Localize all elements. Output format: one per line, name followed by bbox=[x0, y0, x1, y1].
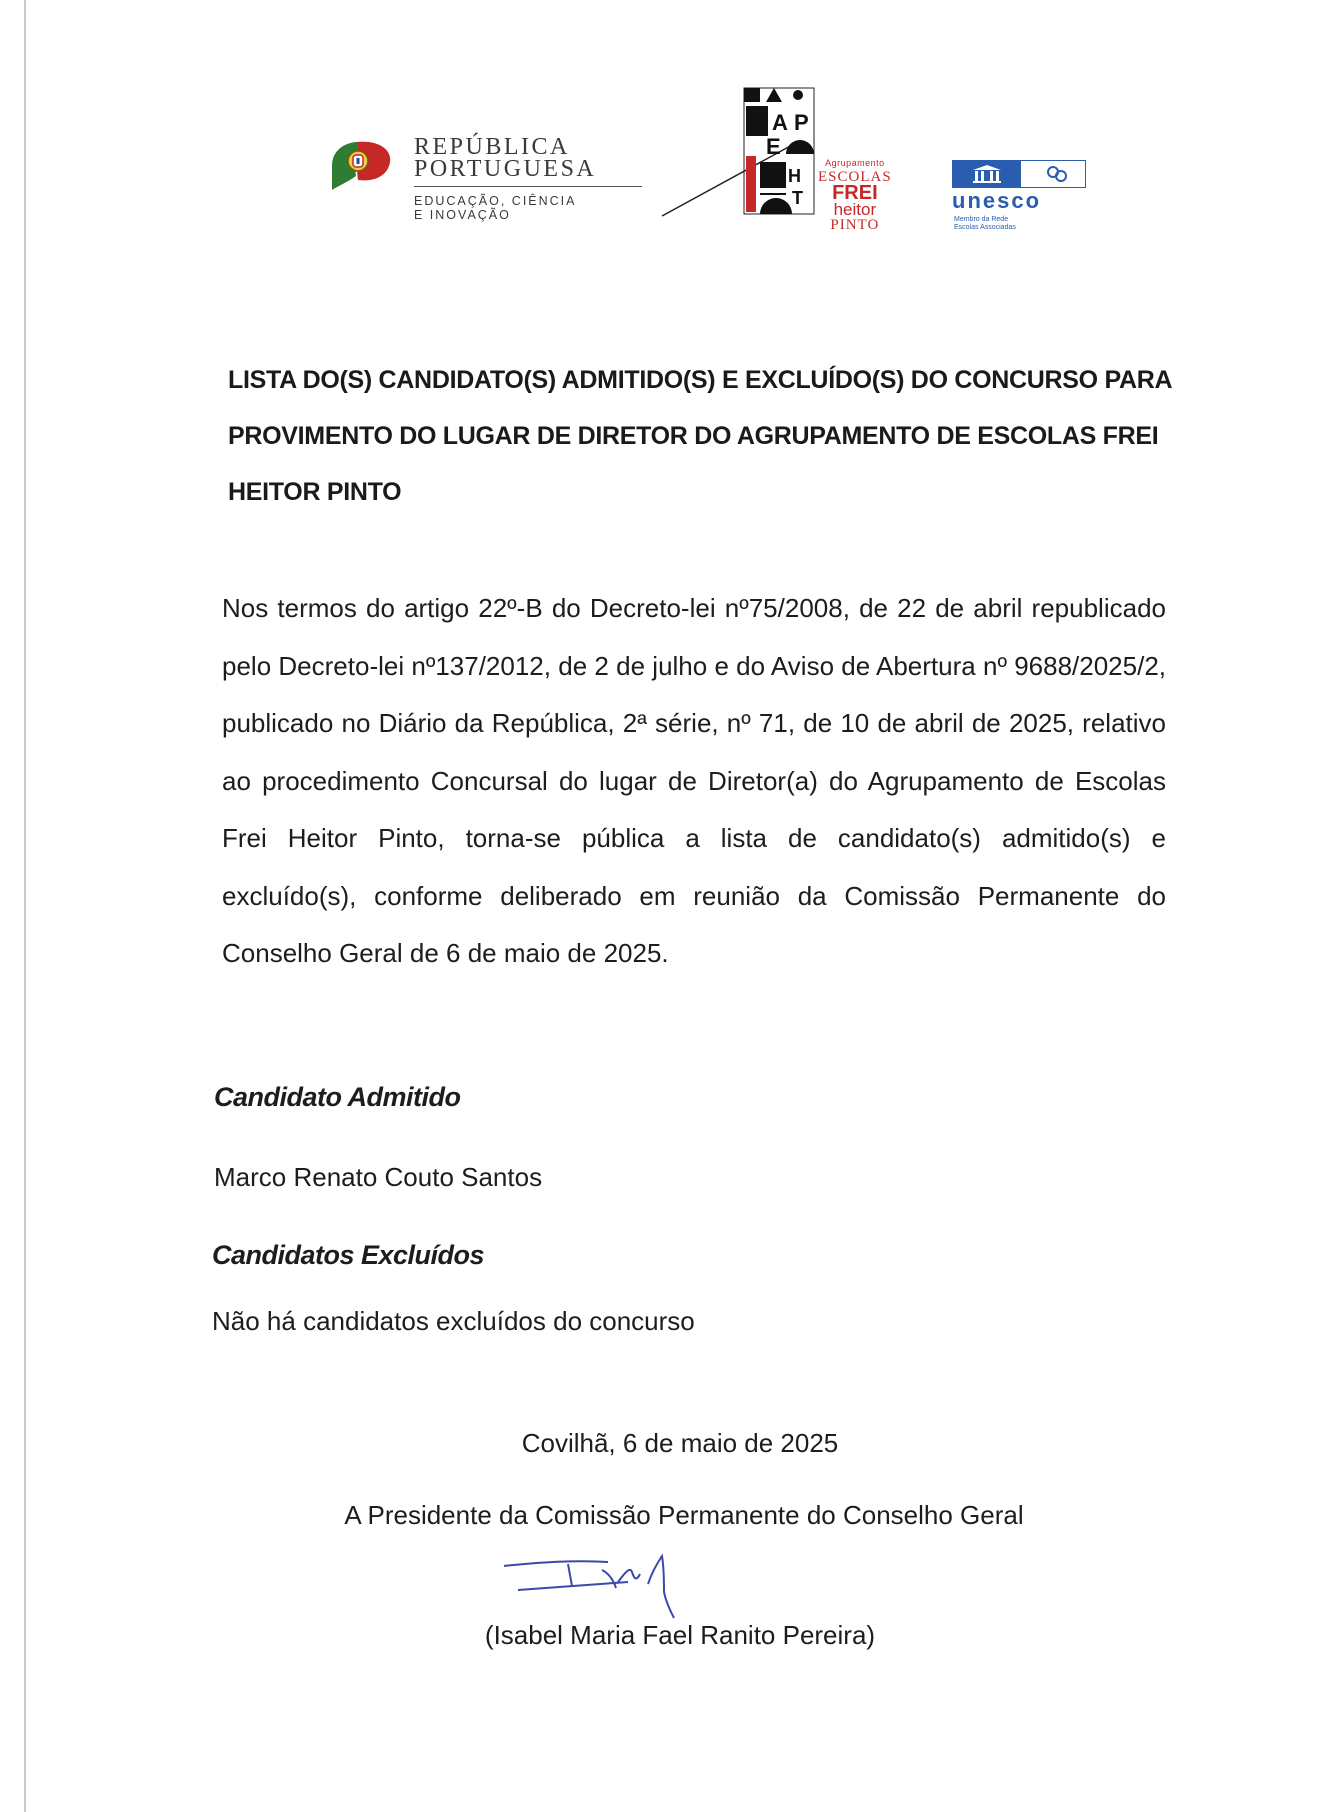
admitted-candidate-name: Marco Renato Couto Santos bbox=[214, 1162, 543, 1192]
signatory-role: A Presidente da Comissão Permanente do Conselho Geral bbox=[344, 1500, 1024, 1530]
logo-divider bbox=[414, 186, 642, 187]
svg-text:E: E bbox=[766, 134, 781, 159]
ministry-name-line1: EDUCAÇÃO, CIÊNCIA bbox=[414, 194, 577, 208]
excluded-candidates-text: Não há candidatos excluídos do concurso bbox=[212, 1306, 695, 1336]
school-name-line1: Agrupamento bbox=[825, 158, 885, 168]
svg-text:T: T bbox=[792, 188, 803, 208]
unesco-network-caption-line1: Membro da Rede bbox=[954, 216, 1009, 223]
government-name-line1: REPÚBLICA bbox=[414, 134, 570, 160]
unesco-wordmark: unesco bbox=[952, 188, 1042, 213]
svg-text:H: H bbox=[788, 166, 801, 186]
republica-portuguesa-logo bbox=[328, 130, 658, 230]
scan-edge bbox=[24, 0, 26, 1812]
school-name-line4: heitor bbox=[833, 200, 877, 219]
school-name bbox=[818, 156, 892, 232]
signatory-name: (Isabel Maria Fael Ranito Pereira) bbox=[484, 1620, 876, 1650]
unesco-network-caption bbox=[954, 216, 1016, 232]
unesco-emblem bbox=[952, 160, 1086, 188]
school-name-line3: FREI bbox=[832, 182, 878, 204]
place-and-date: Covilhã, 6 de maio de 2025 bbox=[521, 1428, 839, 1458]
unesco-network-caption-line2: Escolas Associadas bbox=[954, 224, 1016, 231]
svg-text:A: A bbox=[772, 110, 788, 135]
aspnet-network-icon bbox=[1045, 164, 1069, 184]
svg-text:P: P bbox=[794, 110, 809, 135]
government-name bbox=[414, 136, 596, 180]
school-name-line2: ESCOLAS bbox=[818, 169, 892, 185]
document-title: LISTA DO(S) CANDIDATO(S) ADMITIDO(S) E EXCLUÍDO(S) DO CONCURSO PARA PROVIMENTO DO LUGAR DE DIRETOR DO AGRUPAMENTO DE ESCOLAS FREI HEITOR PINTO bbox=[228, 366, 1172, 506]
government-name-line2: PORTUGUESA bbox=[414, 156, 597, 182]
school-name-line5: PINTO bbox=[830, 217, 880, 233]
ministry-name bbox=[414, 194, 577, 222]
unesco-temple-icon bbox=[971, 164, 1003, 184]
school-emblem-icon bbox=[660, 84, 820, 224]
excluded-heading: Candidatos Excluídos bbox=[212, 1240, 485, 1270]
body-paragraph: Nos termos do artigo 22º-B do Decreto-lei nº75/2008, de 22 de abril republicado pelo Decreto-lei nº137/2012, de 2 de julho e do Aviso de Abertura nº 9688/2025/2, publicado no Diário da República, 2ª série, nº 71, de 10 de abril de 2025, relativo ao procedimento Concursal do lugar de Diretor(a) do Agrupamento de Escolas Frei Heitor Pinto, torna-se pública a lista de candidato(s) admitido(s) e excluído(s), conforme deliberado em reunião da Comissão Permanente do Conselho Geral de 6 de maio de 2025. bbox=[222, 593, 1166, 968]
unesco-logo bbox=[950, 160, 1090, 232]
school-logo bbox=[660, 84, 920, 233]
portugal-emblem-icon bbox=[328, 136, 394, 192]
admitted-heading: Candidato Admitido bbox=[214, 1082, 461, 1112]
ministry-name-line2: E INOVAÇÃO bbox=[414, 208, 511, 222]
